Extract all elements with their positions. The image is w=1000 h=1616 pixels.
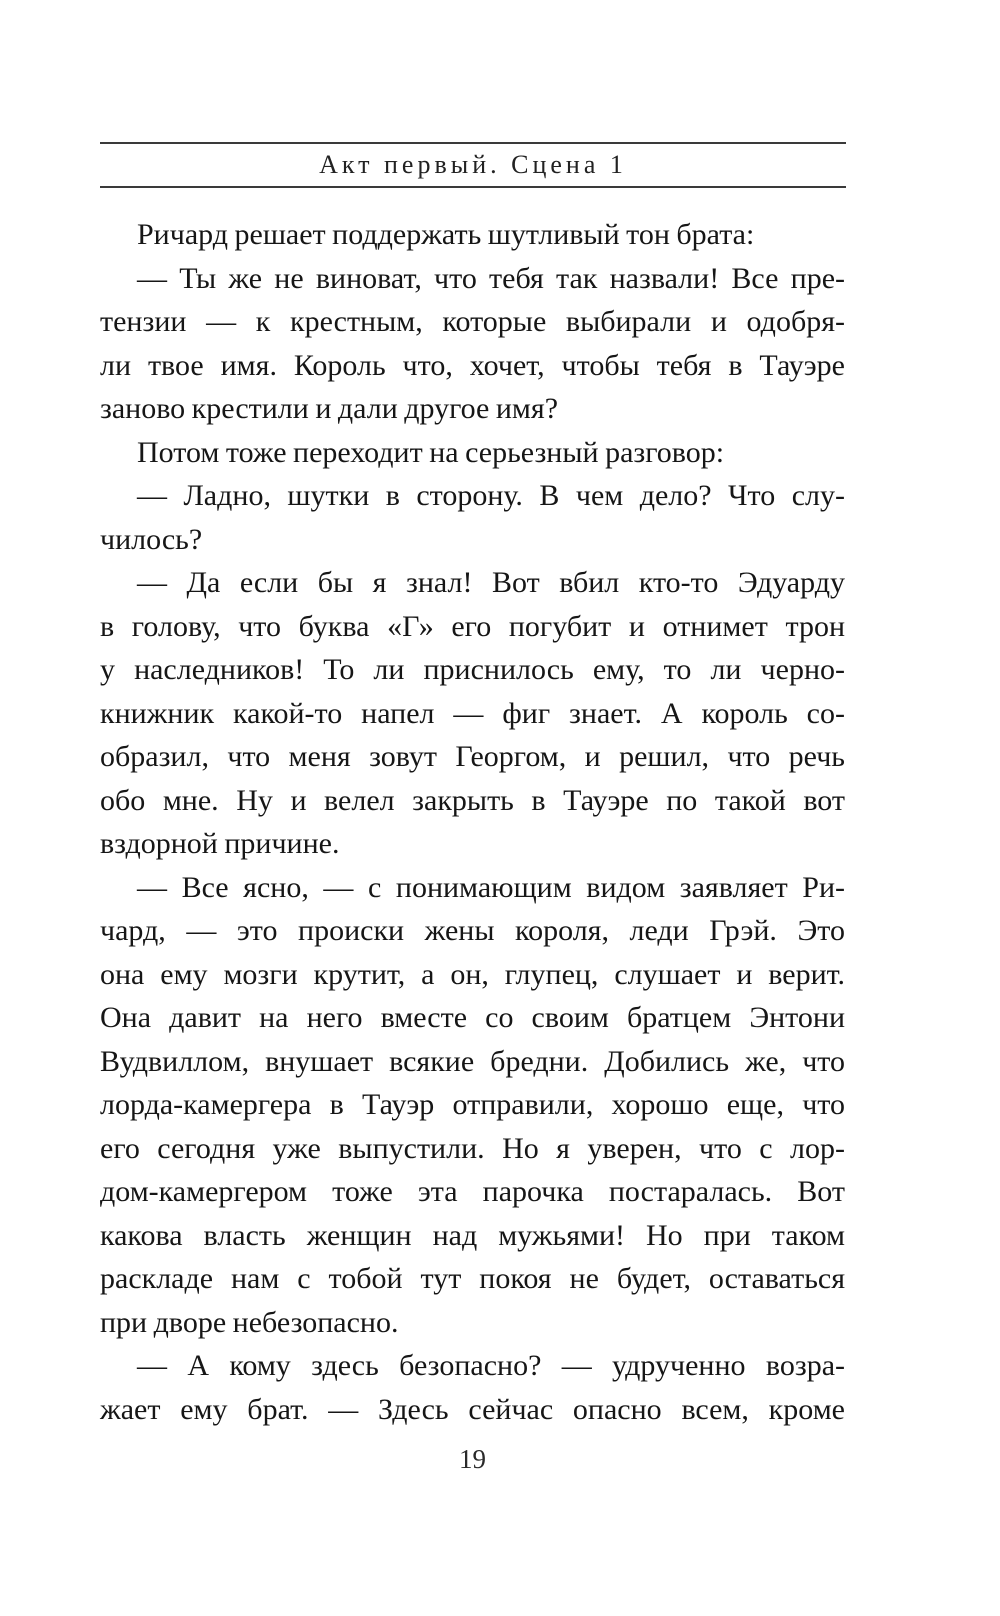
text-line: Вудвиллом, внушает всякие бредни. Добились же, что (100, 1044, 845, 1078)
text-line: Она давит на него вместе со своим братцем Энтони (100, 1001, 845, 1034)
text-line: лорда-камергера в Тауэр отправили, хорошо еще, что (100, 1088, 845, 1121)
text-line: ли твое имя. Король что, хочет, чтобы тебя в Тауэре (100, 348, 845, 382)
text-line: книжник какой-то напел — фиг знает. А король со- (100, 696, 845, 730)
text-line: — Ты же не виноват, что тебя так назвали! Все пре- (137, 261, 845, 295)
text-line: обо мне. Ну и велел закрыть в Тауэре по такой вот (100, 783, 845, 817)
text-line: заново крестили и дали другое имя? (100, 392, 559, 425)
text-line: образил, что меня зовут Георгом, и решил, что речь (100, 740, 845, 773)
text-line: в голову, что буква «Г» его погубит и отнимет трон (100, 609, 845, 643)
chapter-title: Акт первый. Сцена 1 (319, 150, 627, 179)
chapter-header (100, 142, 846, 188)
text-line: — А кому здесь безопасно? — удрученно возра- (137, 1349, 845, 1382)
page-number: 19 (459, 1444, 486, 1474)
text-line: жает ему брат. — Здесь сейчас опасно всем, кроме (100, 1392, 845, 1426)
text-line: Ричард решает поддержать шутливый тон брата: (137, 218, 755, 251)
text-line: какова власть женщин над мужьями! Но при таком (100, 1218, 845, 1252)
text-line: чилось? (100, 522, 203, 556)
text-line: дом-камергером тоже эта парочка постаралась. Вот (100, 1175, 845, 1208)
text-line: раскладе нам с тобой тут покоя не будет, оставаться (100, 1262, 845, 1295)
page-text (100, 213, 845, 1431)
text-line: у наследников! То ли приснилось ему, то ли черно- (100, 653, 845, 686)
text-line: Потом тоже переходит на серьезный разговор: (137, 435, 725, 469)
header-rule-bottom (100, 186, 846, 188)
text-line: — Да если бы я знал! Вот вбил кто-то Эдуарду (137, 566, 845, 599)
text-line: чард, — это происки жены короля, леди Грэй. Это (100, 914, 845, 947)
text-line: вздорной причине. (100, 827, 340, 860)
text-line: тензии — к крестным, которые выбирали и одобря- (100, 305, 845, 338)
text-line: — Ладно, шутки в сторону. В чем дело? Что слу- (137, 479, 845, 512)
text-line: — Все ясно, — с понимающим видом заявляет Ри- (137, 870, 845, 904)
text-line: она ему мозги крутит, а он, глупец, слушает и верит. (100, 957, 845, 991)
text-line: его сегодня уже выпустили. Но я уверен, что с лор- (100, 1131, 845, 1165)
text-line: при дворе небезопасно. (100, 1305, 399, 1339)
